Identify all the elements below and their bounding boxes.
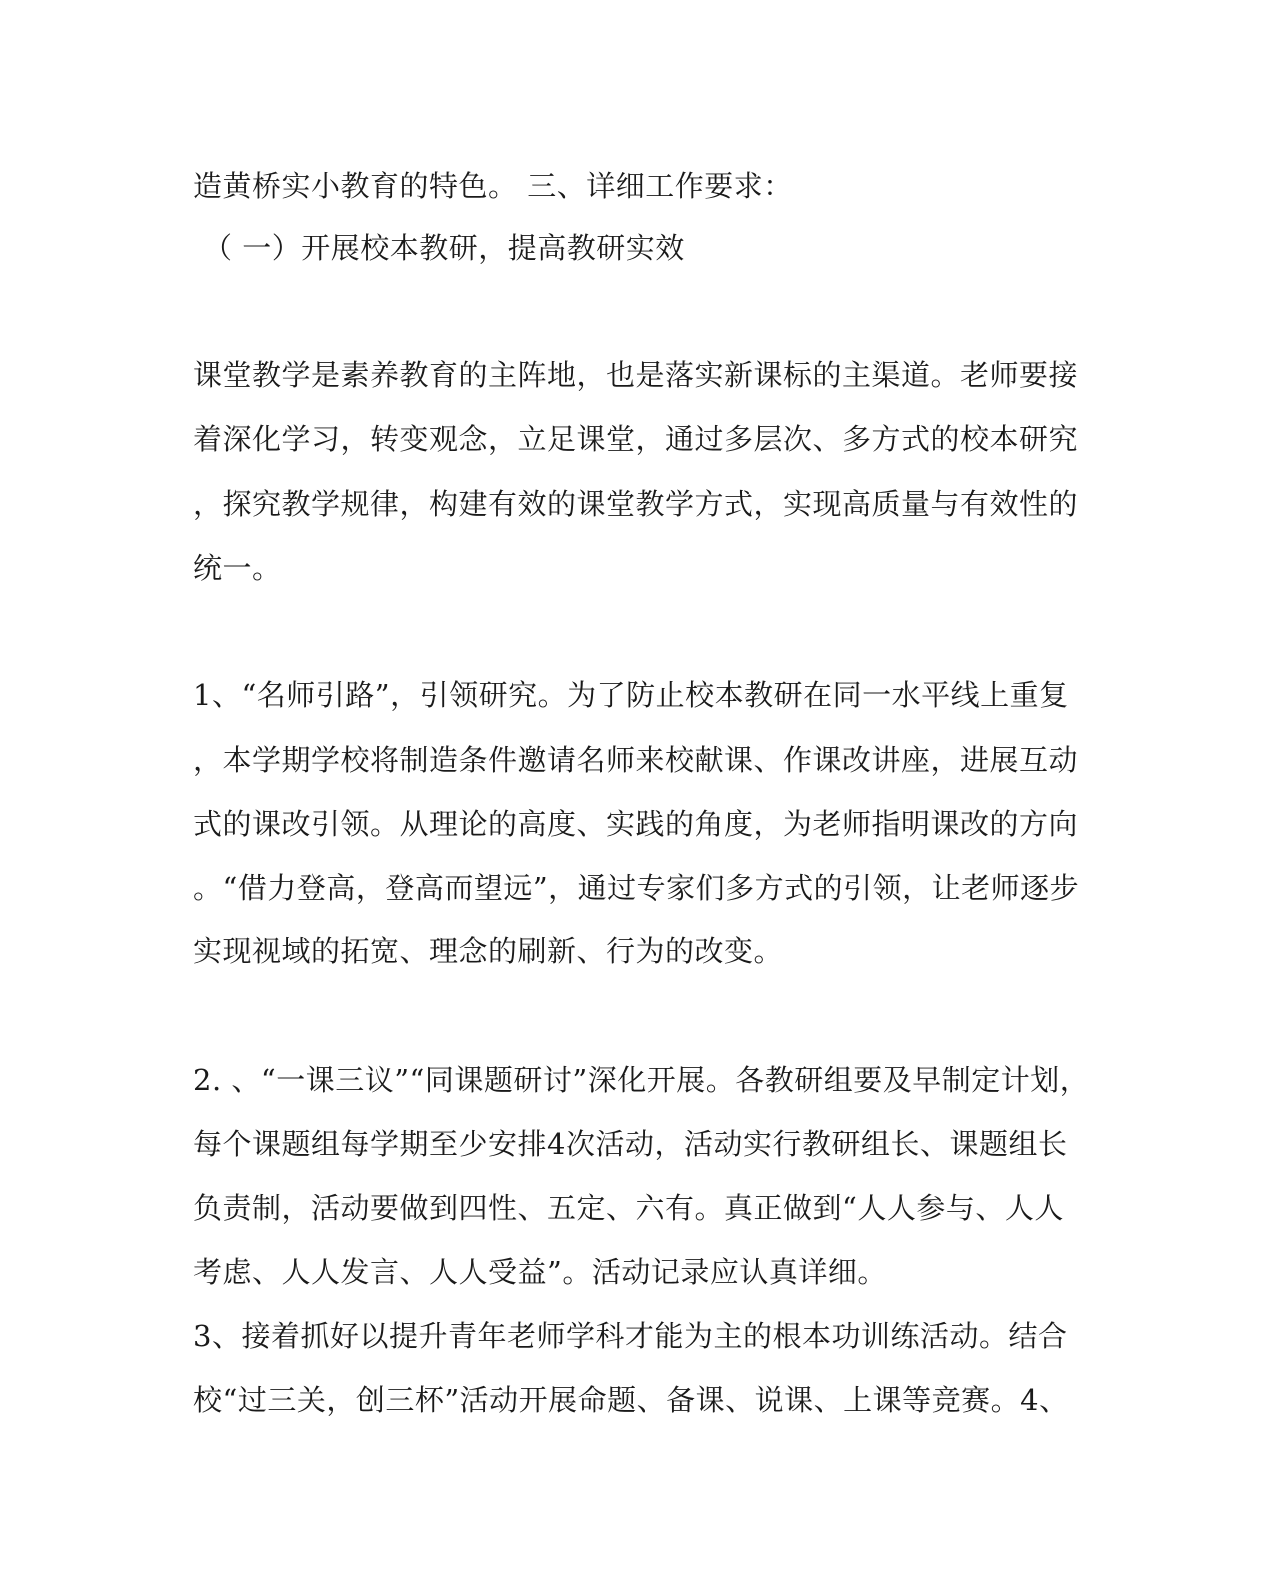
text-line: ，探究教学规律，构建有效的课堂教学方式，实现高质量与有效性的 (193, 487, 1079, 521)
text-line: 负责制，活动要做到四性、五定、六有。真正做到“人人参与、人人 (193, 1191, 1064, 1225)
text-line: 课堂教学是素养教育的主阵地，也是落实新课标的主渠道。老师要接 (193, 358, 1079, 392)
text-line: ，本学期学校将制造条件邀请名师来校献课、作课改讲座，进展互动 (193, 743, 1079, 777)
text-line: 2. 、“一课三议”“同课题研讨”深化开展。各教研组要及早制定计划， (193, 1063, 1090, 1097)
text-line: 式的课改引领。从理论的高度、实践的角度，为老师指明课改的方向 (193, 807, 1079, 841)
text-line: 考虑、人人发言、人人受益”。活动记录应认真详细。 (193, 1255, 887, 1289)
text-line: 校“过三关，创三杯”活动开展命题、备课、说课、上课等竞赛。4、 (193, 1383, 1069, 1417)
text-line: 着深化学习，转变观念，立足课堂，通过多层次、多方式的校本研究 (193, 422, 1079, 456)
text-line: 统一。 (193, 551, 282, 585)
text-line: 造黄桥实小教育的特色。 三、详细工作要求： (193, 169, 793, 203)
text-line: 3、接着抓好以提升青年老师学科才能为主的根本功训练活动。结合 (193, 1319, 1068, 1353)
text-line: 。“借力登高，登高而望远”，通过专家们多方式的引领，让老师逐步 (193, 871, 1080, 905)
text-line: 1、“名师引路”，引领研究。为了防止校本教研在同一水平线上重复 (193, 678, 1069, 712)
text-line: 实现视域的拓宽、理念的刷新、行为的改变。 (193, 934, 784, 968)
text-line: 每个课题组每学期至少安排4次活动，活动实行教研组长、课题组长 (193, 1127, 1068, 1161)
section-heading: （ 一）开展校本教研，提高教研实效 (203, 231, 685, 265)
